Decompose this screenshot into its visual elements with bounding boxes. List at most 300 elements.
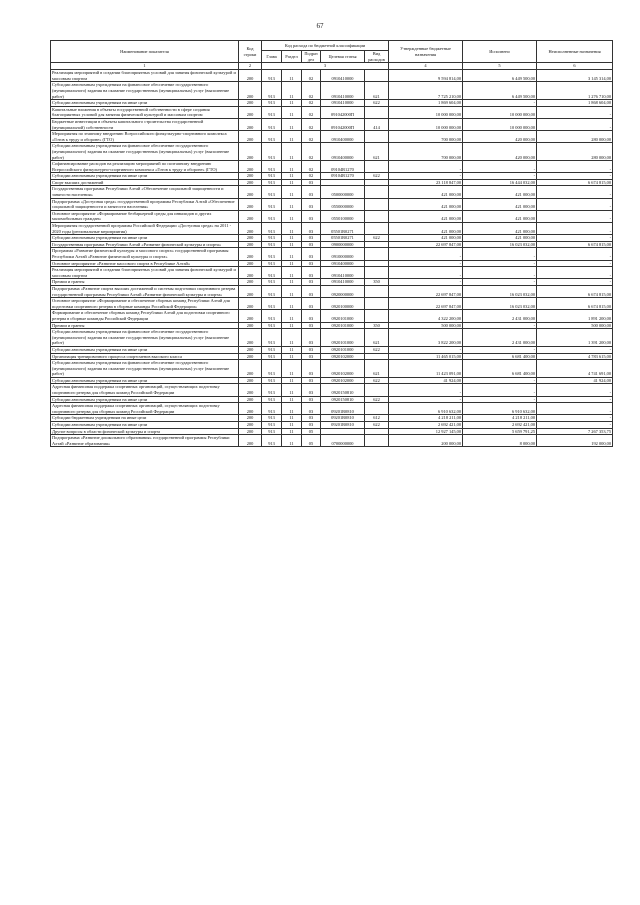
row-glava: 913 — [262, 435, 282, 447]
row-target — [321, 179, 365, 186]
row-approved: 6 910 632,00 — [389, 403, 463, 415]
row-executed: 420 000,00 — [463, 143, 537, 161]
row-name: Подпрограмма «Развитие спорта высших достижений и системы подготовки спортивного резерва государственной программы Республики Алтай «Развитие физической культуры и спорта» — [51, 285, 239, 297]
row-name: Софинансирование расходов на реализацию мероприятий по поэтапному внедрению Всероссийского физкультурно-спортивного комплекса «Готов к труду и обороне» (ГТО) — [51, 161, 239, 173]
row-unexecuted: 192 000,00 — [537, 435, 613, 447]
table-body — [51, 70, 613, 447]
row-podrazdel: 02 — [302, 161, 321, 173]
row-podrazdel: 03 — [302, 279, 321, 286]
row-podrazdel: 03 — [302, 248, 321, 260]
row-name: Мероприятия государственной программы Российской Федерации «Доступная среда» на 2011 - 2020 годы (региональные мероприятия) — [51, 223, 239, 235]
row-approved: 421 000,00 — [389, 223, 463, 235]
row-razdel: 11 — [282, 377, 302, 384]
row-vid: 414 — [365, 118, 389, 130]
row-podrazdel: 05 — [302, 435, 321, 447]
header-name: Наименование показателя — [51, 41, 239, 63]
row-glava: 913 — [262, 241, 282, 248]
row-target: 09104R1270 — [321, 173, 365, 180]
row-code: 200 — [239, 179, 262, 186]
row-razdel: 11 — [282, 161, 302, 173]
row-executed: - — [463, 173, 537, 180]
row-target: 0550000000 — [321, 198, 365, 210]
row-razdel: 11 — [282, 403, 302, 415]
header-classification: Код расхода по бюджетной классификации — [262, 41, 389, 51]
row-razdel: 11 — [282, 100, 302, 107]
row-executed: 421 000,00 — [463, 210, 537, 222]
row-glava: 913 — [262, 131, 282, 143]
table-row — [51, 422, 613, 429]
row-code: 200 — [239, 161, 262, 173]
row-vid — [365, 248, 389, 260]
header-podrazdel: Подраз дел — [302, 51, 321, 63]
row-executed: - — [463, 396, 537, 403]
row-target: 0920101000 — [321, 322, 365, 329]
row-unexecuted: 280 000,00 — [537, 131, 613, 143]
row-approved: 700 000,00 — [389, 131, 463, 143]
table-row — [51, 415, 613, 422]
row-glava: 913 — [262, 377, 282, 384]
row-podrazdel: 02 — [302, 131, 321, 143]
row-approved: 700 000,00 — [389, 143, 463, 161]
row-target: 0920102000 — [321, 377, 365, 384]
row-unexecuted: 500 000,00 — [537, 322, 613, 329]
row-code: 200 — [239, 173, 262, 180]
row-unexecuted: - — [537, 186, 613, 198]
row-podrazdel: 03 — [302, 322, 321, 329]
row-unexecuted: - — [537, 161, 613, 173]
row-podrazdel: 05 — [302, 428, 321, 435]
row-code: 200 — [239, 260, 262, 267]
row-name: Субсидии автономным учреждениям на финансовое обеспечение государственного (муниципального) задания на оказание государственных (муниципальных) услуг (выполнение работ) — [51, 329, 239, 347]
row-code: 200 — [239, 396, 262, 403]
row-name: Спорт высших достижений — [51, 179, 239, 186]
row-glava: 913 — [262, 384, 282, 396]
table-row — [51, 223, 613, 235]
row-approved: 500 000,00 — [389, 322, 463, 329]
row-approved: 9 594 814,00 — [389, 70, 463, 82]
row-podrazdel: 03 — [302, 235, 321, 242]
row-approved: - — [389, 161, 463, 173]
row-glava: 913 — [262, 173, 282, 180]
row-unexecuted: - — [537, 173, 613, 180]
row-podrazdel: 03 — [302, 353, 321, 360]
row-name: Премии и гранты — [51, 322, 239, 329]
row-target: 0910400000 — [321, 143, 365, 161]
row-razdel: 11 — [282, 415, 302, 422]
row-unexecuted: - — [537, 235, 613, 242]
row-vid: 350 — [365, 322, 389, 329]
row-code: 200 — [239, 279, 262, 286]
table-row — [51, 161, 613, 173]
row-approved: 7 725 210,00 — [389, 82, 463, 100]
row-razdel: 11 — [282, 143, 302, 161]
row-podrazdel: 03 — [302, 298, 321, 310]
row-executed: 2 692 421,00 — [463, 422, 537, 429]
row-vid — [365, 310, 389, 322]
row-approved: 2 692 421,00 — [389, 422, 463, 429]
row-executed: 421 000,00 — [463, 186, 537, 198]
row-name: Адресная финансовая поддержка спортивных организаций, осуществляющих подготовку спортивного резерва для сборных команд Российской Федерации — [51, 384, 239, 396]
row-razdel: 11 — [282, 179, 302, 186]
row-executed: 420 000,00 — [463, 131, 537, 143]
row-code: 200 — [239, 82, 262, 100]
row-executed: 16 444 032,00 — [463, 179, 537, 186]
row-target: 0910410000 — [321, 100, 365, 107]
row-target: 0920101000 — [321, 346, 365, 353]
row-approved: - — [389, 279, 463, 286]
row-executed: 16 023 032,00 — [463, 298, 537, 310]
header-vid: Вид расходов — [365, 51, 389, 63]
row-name: Субсидии автономным учреждениям на иные цели — [51, 100, 239, 107]
table-row — [51, 428, 613, 435]
row-name: Мероприятия по этапному внедрению Всероссийского физкультурно-спортивного комплекса «Готов к труду и обороне» (ГТО) — [51, 131, 239, 143]
row-target: 0920150810 — [321, 396, 365, 403]
row-podrazdel: 02 — [302, 70, 321, 82]
row-vid: 622 — [365, 396, 389, 403]
row-podrazdel: 03 — [302, 415, 321, 422]
table-row — [51, 118, 613, 130]
table-row — [51, 346, 613, 353]
table-row — [51, 396, 613, 403]
table-row — [51, 82, 613, 100]
row-approved: - — [389, 384, 463, 396]
row-vid — [365, 179, 389, 186]
row-target: 0920102000 — [321, 353, 365, 360]
row-vid — [365, 435, 389, 447]
row-razdel: 11 — [282, 241, 302, 248]
row-vid: 621 — [365, 82, 389, 100]
row-vid — [365, 267, 389, 279]
row-code: 200 — [239, 353, 262, 360]
row-razdel: 11 — [282, 131, 302, 143]
row-razdel: 11 — [282, 118, 302, 130]
row-name: Другие вопросы в области физической культуры и спорта — [51, 428, 239, 435]
row-unexecuted: - — [537, 118, 613, 130]
row-vid — [365, 403, 389, 415]
row-executed: - — [463, 377, 537, 384]
row-approved: 23 118 847,00 — [389, 179, 463, 186]
row-executed: 6 681 400,00 — [463, 360, 537, 378]
row-approved: 11 423 091,00 — [389, 360, 463, 378]
row-vid — [365, 198, 389, 210]
row-vid: 622 — [365, 377, 389, 384]
row-glava: 913 — [262, 310, 282, 322]
row-podrazdel: 03 — [302, 267, 321, 279]
row-vid: 622 — [365, 346, 389, 353]
table-row — [51, 285, 613, 297]
table-row — [51, 100, 613, 107]
row-code: 200 — [239, 70, 262, 82]
row-name: Премии и гранты — [51, 279, 239, 286]
row-vid: 622 — [365, 100, 389, 107]
row-executed: 6 449 500,00 — [463, 70, 537, 82]
table-row — [51, 248, 613, 260]
table-row — [51, 198, 613, 210]
row-podrazdel: 03 — [302, 329, 321, 347]
row-glava: 913 — [262, 260, 282, 267]
row-glava: 913 — [262, 322, 282, 329]
table-row — [51, 241, 613, 248]
table-row — [51, 403, 613, 415]
row-name: Адресная финансовая поддержка спортивных организаций, осуществляющих подготовку спортивного резерва для сборных команд Российской Федерации — [51, 403, 239, 415]
row-code: 200 — [239, 210, 262, 222]
row-name: Субсидии автономным учреждениям на финансовое обеспечение государственного (муниципального) задания на оказание государственных (муниципальных) услуг (выполнение работ) — [51, 82, 239, 100]
row-podrazdel: 03 — [302, 241, 321, 248]
row-glava: 913 — [262, 346, 282, 353]
row-name: Капитальные вложения в объекты государственной собственности в сфере создания благоприятных условий для занятия физической культурой и массовым спортом — [51, 106, 239, 118]
row-podrazdel: 03 — [302, 260, 321, 267]
row-podrazdel: 02 — [302, 143, 321, 161]
table-row — [51, 310, 613, 322]
row-code: 200 — [239, 377, 262, 384]
row-vid — [365, 223, 389, 235]
table-row — [51, 377, 613, 384]
row-name: Формирование и обеспечение сборных команд Республики Алтай для подготовки спортивного резерва в сборные команды Российской Федерации — [51, 310, 239, 322]
row-podrazdel: 03 — [302, 346, 321, 353]
row-approved: - — [389, 346, 463, 353]
row-razdel: 11 — [282, 235, 302, 242]
row-glava: 913 — [262, 70, 282, 82]
row-unexecuted: - — [537, 198, 613, 210]
row-glava: 913 — [262, 100, 282, 107]
row-name: Субсидии автономным учреждениям на иные цели — [51, 377, 239, 384]
row-code: 200 — [239, 298, 262, 310]
row-code: 200 — [239, 384, 262, 396]
table-row — [51, 143, 613, 161]
row-target: 0920000000 — [321, 285, 365, 297]
row-code: 200 — [239, 106, 262, 118]
header-executed: Исполнено — [463, 41, 537, 63]
row-approved: - — [389, 396, 463, 403]
row-target: 0550100000 — [321, 210, 365, 222]
row-razdel: 11 — [282, 260, 302, 267]
row-approved: 421 000,00 — [389, 198, 463, 210]
row-approved: 41 924,00 — [389, 377, 463, 384]
row-code: 200 — [239, 415, 262, 422]
row-razdel: 11 — [282, 298, 302, 310]
header-glava: Глава — [262, 51, 282, 63]
row-target: 0910410000 — [321, 267, 365, 279]
row-target: 091042000П — [321, 118, 365, 130]
row-glava: 913 — [262, 179, 282, 186]
row-code: 200 — [239, 235, 262, 242]
row-target: 0910400000 — [321, 131, 365, 143]
row-code: 200 — [239, 241, 262, 248]
row-vid: 621 — [365, 329, 389, 347]
row-name: Подпрограмма «Доступная среда» государственной программы Республики Алтай «Обеспечение социальной защищенности и занятости населения» — [51, 198, 239, 210]
row-podrazdel: 02 — [302, 100, 321, 107]
row-approved: 10 000 000,00 — [389, 118, 463, 130]
row-executed: - — [463, 322, 537, 329]
row-approved: 421 000,00 — [389, 235, 463, 242]
row-vid — [365, 428, 389, 435]
row-podrazdel: 03 — [302, 186, 321, 198]
colnum-1: 1 — [51, 63, 239, 70]
row-code: 200 — [239, 186, 262, 198]
row-executed: - — [463, 267, 537, 279]
row-podrazdel: 02 — [302, 106, 321, 118]
row-razdel: 11 — [282, 360, 302, 378]
row-unexecuted: 1 276 710,00 — [537, 82, 613, 100]
row-razdel: 11 — [282, 173, 302, 180]
row-executed: - — [463, 100, 537, 107]
row-glava: 913 — [262, 223, 282, 235]
row-executed: 421 000,00 — [463, 223, 537, 235]
row-executed: 6 449 500,00 — [463, 82, 537, 100]
row-glava: 913 — [262, 267, 282, 279]
row-unexecuted: - — [537, 260, 613, 267]
row-unexecuted: - — [537, 279, 613, 286]
row-podrazdel: 03 — [302, 360, 321, 378]
row-podrazdel: 03 — [302, 396, 321, 403]
table-row — [51, 260, 613, 267]
row-vid — [365, 70, 389, 82]
colnum-5: 5 — [463, 63, 537, 70]
row-approved: 1 869 604,00 — [389, 100, 463, 107]
row-razdel: 11 — [282, 322, 302, 329]
row-executed: 2 431 000,00 — [463, 310, 537, 322]
row-approved: - — [389, 173, 463, 180]
row-unexecuted: 6 674 815,00 — [537, 298, 613, 310]
row-code: 200 — [239, 435, 262, 447]
row-approved: 12 927 145,00 — [389, 428, 463, 435]
row-target: 0920101000 — [321, 310, 365, 322]
row-vid — [365, 131, 389, 143]
colnum-3: 3 — [262, 63, 389, 70]
row-code: 200 — [239, 329, 262, 347]
row-unexecuted: 4 741 691,00 — [537, 360, 613, 378]
row-code: 200 — [239, 198, 262, 210]
row-target: 0910410000 — [321, 279, 365, 286]
row-unexecuted: - — [537, 346, 613, 353]
row-name: Бюджетные инвестиции в объекты капитального строительства государственной (муниципальной) собственности — [51, 118, 239, 130]
row-target: 0920101000 — [321, 329, 365, 347]
row-executed: 421 000,00 — [463, 235, 537, 242]
row-vid — [365, 298, 389, 310]
row-approved: 421 000,00 — [389, 186, 463, 198]
row-vid — [365, 384, 389, 396]
row-razdel: 11 — [282, 396, 302, 403]
row-approved: 11 465 015,00 — [389, 353, 463, 360]
row-executed: 4 218 211,00 — [463, 415, 537, 422]
row-vid — [365, 353, 389, 360]
row-razdel: 11 — [282, 422, 302, 429]
row-approved: 22 697 847,00 — [389, 285, 463, 297]
row-podrazdel: 03 — [302, 384, 321, 396]
row-glava: 913 — [262, 106, 282, 118]
row-name: Программа «Развитие физической культуры и массового спорта» государственной программы Республики Алтай «Развитие физической культуры и спорта» — [51, 248, 239, 260]
row-razdel: 11 — [282, 248, 302, 260]
header-approved: Утвержденные бюджетные назначения — [389, 41, 463, 63]
colnum-6: 6 — [537, 63, 613, 70]
row-unexecuted: 6 674 815,00 — [537, 285, 613, 297]
row-target: 05501R0271 — [321, 235, 365, 242]
row-executed: 8 000,00 — [463, 435, 537, 447]
row-approved: 200 000,00 — [389, 435, 463, 447]
table-row — [51, 298, 613, 310]
row-razdel: 11 — [282, 267, 302, 279]
row-razdel: 11 — [282, 329, 302, 347]
row-razdel: 11 — [282, 210, 302, 222]
table-row — [51, 131, 613, 143]
row-name: Организация тренировочного процесса спортсменов высокого класса — [51, 353, 239, 360]
row-unexecuted: 41 924,00 — [537, 377, 613, 384]
row-code: 200 — [239, 100, 262, 107]
table-row — [51, 279, 613, 286]
row-glava: 913 — [262, 396, 282, 403]
row-name: Субсидии автономным учреждениям на иные цели — [51, 346, 239, 353]
row-glava: 913 — [262, 82, 282, 100]
row-name: Основное мероприятие «Формирование и обеспечение сборных команд Республики Алтай для подготовки спортивного резерва в сборные команды Российской Федерации» — [51, 298, 239, 310]
table-row — [51, 329, 613, 347]
table-row — [51, 179, 613, 186]
table-row — [51, 267, 613, 279]
row-unexecuted: - — [537, 106, 613, 118]
row-razdel: 11 — [282, 82, 302, 100]
row-razdel: 11 — [282, 310, 302, 322]
row-unexecuted: 3 145 314,00 — [537, 70, 613, 82]
row-glava: 913 — [262, 161, 282, 173]
row-vid: 612 — [365, 415, 389, 422]
row-unexecuted: - — [537, 223, 613, 235]
row-unexecuted: - — [537, 248, 613, 260]
row-glava: 913 — [262, 198, 282, 210]
row-razdel: 11 — [282, 223, 302, 235]
row-target: 0920100000 — [321, 298, 365, 310]
row-code: 200 — [239, 422, 262, 429]
row-approved: 4 218 211,00 — [389, 415, 463, 422]
row-name: Субсидии автономным учреждениям на иные цели — [51, 396, 239, 403]
row-glava: 913 — [262, 279, 282, 286]
row-unexecuted: - — [537, 210, 613, 222]
row-approved: - — [389, 248, 463, 260]
row-approved: - — [389, 260, 463, 267]
row-executed: 16 023 032,00 — [463, 285, 537, 297]
row-approved: 3 822 200,00 — [389, 329, 463, 347]
budget-table — [50, 40, 613, 447]
row-unexecuted: 1 868 604,00 — [537, 100, 613, 107]
header-target: Целевая статья — [321, 51, 365, 63]
row-code: 200 — [239, 322, 262, 329]
row-podrazdel: 03 — [302, 403, 321, 415]
table-row — [51, 360, 613, 378]
table-row — [51, 173, 613, 180]
row-name: Субсидии бюджетным учреждениям на иные цели — [51, 415, 239, 422]
row-glava: 913 — [262, 118, 282, 130]
row-target: 0500000000 — [321, 186, 365, 198]
row-vid — [365, 210, 389, 222]
row-name: Субсидии автономным учреждениям на финансовое обеспечение государственного (муниципального) задания на оказание государственных (муниципальных) услуг (выполнение работ) — [51, 360, 239, 378]
row-razdel: 11 — [282, 346, 302, 353]
row-podrazdel: 02 — [302, 173, 321, 180]
header-razdel: Раздел — [282, 51, 302, 63]
row-code: 200 — [239, 131, 262, 143]
row-approved: 22 697 847,00 — [389, 241, 463, 248]
row-approved: - — [389, 267, 463, 279]
row-target: 09201R0810 — [321, 403, 365, 415]
row-vid — [365, 260, 389, 267]
row-executed: 6 681 400,00 — [463, 353, 537, 360]
row-glava: 913 — [262, 248, 282, 260]
row-executed: - — [463, 260, 537, 267]
row-code: 200 — [239, 223, 262, 235]
row-name: Субсидии автономным учреждениям на финансовое обеспечение государственного (муниципального) задания на оказание государственных (муниципальных) услуг (выполнение работ) — [51, 143, 239, 161]
row-glava: 913 — [262, 353, 282, 360]
row-code: 200 — [239, 360, 262, 378]
row-podrazdel: 03 — [302, 285, 321, 297]
row-vid: 622 — [365, 173, 389, 180]
row-target: 09201R0810 — [321, 422, 365, 429]
